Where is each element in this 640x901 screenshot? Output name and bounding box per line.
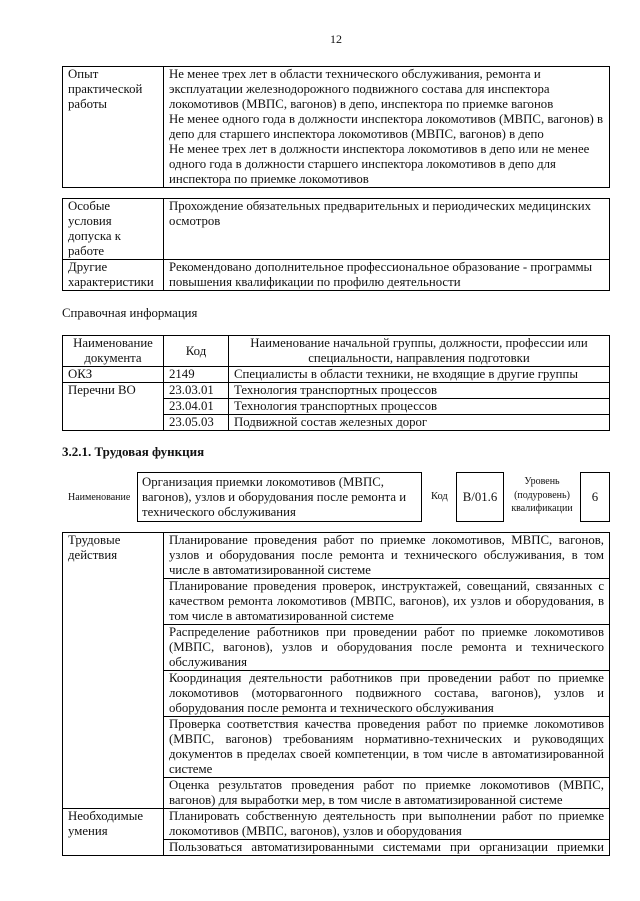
action-item: Оценка результатов проведения работ по приемке локомотивов (МВПС, вагонов) для выработки мер, в том числе в автоматизированной системе bbox=[164, 778, 610, 809]
action-item: Планирование проведения работ по приемке локомотивов, МВПС, вагонов, узлов и оборудования после ремонта и технического обслуживания, в том числе в автоматизированной системе bbox=[164, 533, 610, 579]
action-item: Проверка соответствия качества проведения работ по приемке локомотивов (МВПС, вагонов) требованиям нормативно-технических и руководящих документов в пределах своей компетенции, в том числе в автоматизированной системе bbox=[164, 717, 610, 778]
cell-document: ОКЗ bbox=[63, 367, 164, 383]
cell-name: Технология транспортных процессов bbox=[229, 383, 610, 399]
table-row bbox=[63, 367, 610, 383]
cell-document: Перечни ВО bbox=[63, 383, 164, 431]
action-item: Координация деятельности работников при проведении работ по приемке локомотивов (моторвагонного подвижного состава, вагонов), узлов и оборудования после ремонта и технического обслуживания bbox=[164, 671, 610, 717]
reference-title: Справочная информация bbox=[62, 306, 198, 320]
level-label: Уровень (подуровень) квалификации bbox=[511, 476, 573, 514]
table-row bbox=[63, 383, 610, 399]
function-details-table bbox=[62, 532, 610, 856]
special-conditions-row bbox=[63, 199, 610, 260]
other-characteristics-label: Другие характеристики bbox=[63, 260, 164, 291]
cell-code: 23.04.01 bbox=[164, 399, 229, 415]
experience-value bbox=[164, 67, 610, 188]
function-name-box: Организация приемки локомотивов (МВПС, вагонов), узлов и оборудования после ремонта и технического обслуживания bbox=[137, 472, 422, 522]
skills-label: Необходимые умения bbox=[63, 809, 164, 856]
experience-label: Опыт практической работы bbox=[63, 67, 164, 188]
cell-name: Специалисты в области техники, не входящие в другие группы bbox=[229, 367, 610, 383]
cell-name: Подвижной состав железных дорог bbox=[229, 415, 610, 431]
function-code: В/01.6 bbox=[462, 489, 498, 504]
function-level-box bbox=[580, 472, 610, 522]
page-number: 12 bbox=[330, 32, 342, 46]
cell-name: Технология транспортных процессов bbox=[229, 399, 610, 415]
other-characteristics-row bbox=[63, 260, 610, 291]
skill-item: Пользоваться автоматизированными системами при организации приемки bbox=[164, 840, 610, 856]
function-level: 6 bbox=[591, 489, 599, 504]
cell-code: 23.03.01 bbox=[164, 383, 229, 399]
reference-table bbox=[62, 335, 610, 431]
reference-header-row bbox=[63, 336, 610, 367]
code-label: Код bbox=[431, 491, 448, 502]
actions-label: Трудовые действия bbox=[63, 533, 164, 809]
table-row bbox=[63, 533, 610, 579]
experience-table bbox=[62, 66, 610, 188]
table-row bbox=[63, 809, 610, 840]
action-item: Планирование проведения проверок, инструктажей, совещаний, связанных с качеством ремонта локомотивов (МВПС, вагонов), их узлов и оборудования, в том числе в автоматизированной системе bbox=[164, 579, 610, 625]
function-code-box bbox=[456, 472, 504, 522]
name-label: Наименование bbox=[68, 492, 131, 503]
cell-code: 23.05.03 bbox=[164, 415, 229, 431]
section-heading: 3.2.1. Трудовая функция bbox=[62, 444, 205, 459]
header-code: Код bbox=[164, 336, 229, 367]
admission-table bbox=[62, 198, 610, 291]
special-conditions-value: Прохождение обязательных предварительных и периодических медицинских осмотров bbox=[164, 199, 610, 260]
labor-function-header bbox=[62, 471, 610, 523]
cell-code: 2149 bbox=[164, 367, 229, 383]
header-name: Наименование начальной группы, должности, профессии или специальности, направления подготовки bbox=[229, 336, 610, 367]
experience-item: Не менее одного года в должности инспектора локомотивов (МВПС, вагонов) в депо для старшего инспектора локомотивов (МВПС, вагонов) в депо bbox=[169, 112, 604, 141]
experience-row bbox=[63, 67, 610, 188]
header-document: Наименование документа bbox=[63, 336, 164, 367]
special-conditions-label: Особые условия допуска к работе bbox=[63, 199, 164, 260]
experience-item: Не менее трех лет в должности инспектора локомотивов в депо или не менее одного года в должности старшего инспектора локомотивов в депо для инспектора по приемке локомотивов bbox=[169, 142, 590, 186]
skill-item: Планировать собственную деятельность при выполнении работ по приемке локомотивов (МВПС, вагонов), узлов и оборудования bbox=[164, 809, 610, 840]
experience-item: Не менее трех лет в области технического обслуживания, ремонта и эксплуатации железнодорожного подвижного состава для инспектора локомотивов (МВПС, вагонов) в депо, инспектора по приемке вагонов bbox=[169, 67, 554, 111]
action-item: Распределение работников при проведении работ по приемке локомотивов (МВПС, вагонов), узлов и оборудования после ремонта и технического обслуживания bbox=[164, 625, 610, 671]
other-characteristics-value: Рекомендовано дополнительное профессиональное образование - программы повышения квалификации по профилю деятельности bbox=[164, 260, 610, 291]
